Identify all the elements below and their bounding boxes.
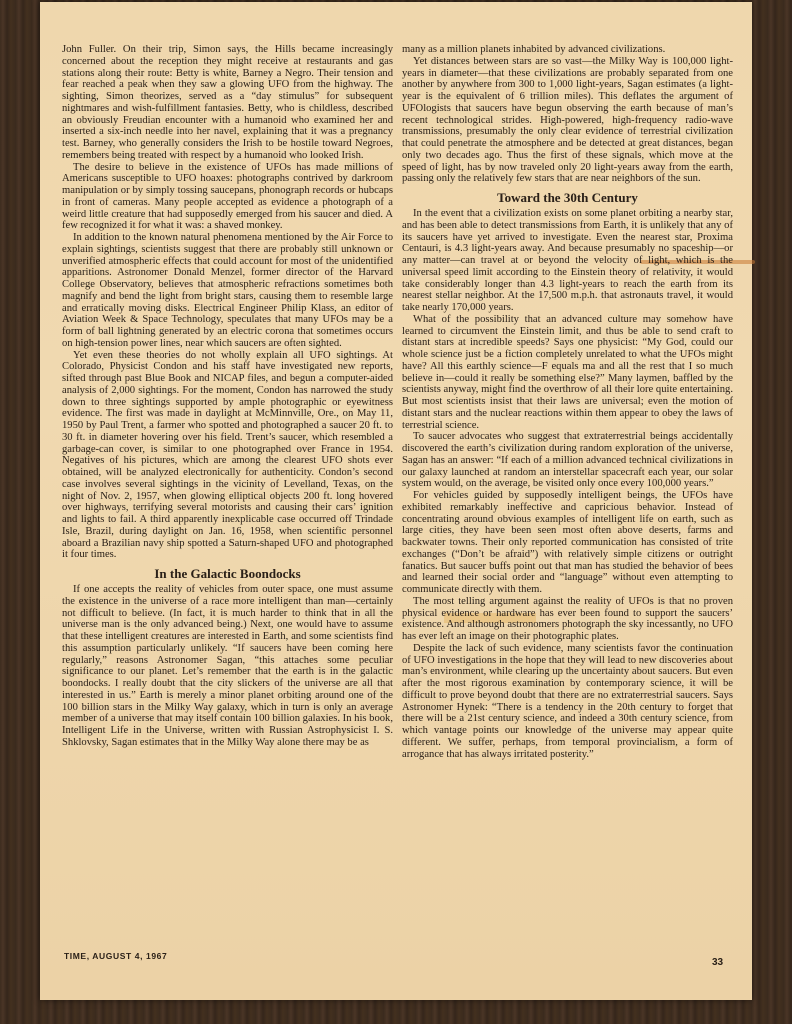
paragraph: In the event that a civilization exists on some planet orbiting a nearby star, and has been able to detect transmissions from Earth, it is unlikely that any of its saucers have yet arrived to investigate. Even the nearest star, Proxima Centauri, is 4.3 light-years away. And because presumably no spaceship—or any matter—can travel at or beyond the velocity of light, which is the universal speed limit according to the Einstein theory of relativity, it would take considerably longer than 4.3 light-years to reach the earth from its nearest stellar neighbor. At the 17,500 m.p.h. that astronauts travel, it would take nearly 170,000 years. (402, 208, 733, 313)
magazine-page (40, 2, 752, 1000)
paragraph: The desire to believe in the existence of UFOs has made millions of Americans susceptible to UFO hoaxes: photographs contrived by darkroom manipulation or by simply tossing saucepans, phonograph records or hubcaps in front of cameras. Many people accepted as evidence a photograph of a weird little creature that had supposedly emerged from his saucer and died. A few recognized it for what it was: a shaved monkey. (62, 161, 393, 232)
publication-footer: TIME, AUGUST 4, 1967 (64, 951, 168, 961)
paragraph: Despite the lack of such evidence, many scientists favor the continuation of UFO investigations in the hope that they will lead to new discoveries about man’s environment, while clearing up the uncertainty about saucers. But even after the most rigorous examination by contemporary science, it will be difficult to prove beyond doubt that there are no extraterrestrial saucers. Says Astronomer Hynek: “There is a tendency in the 20th century to forget that there will be a 21st century science, and indeed a 30th century science, from which vantage points our knowledge of the universe may appear quite different. We suffer, perhaps, from temporal provincialism, a form of arrogance that has always irritated posterity.” (402, 642, 733, 760)
right-column (402, 44, 733, 760)
paragraph: What of the possibility that an advanced culture may somehow have learned to circumvent the Einstein limit, and thus be able to send craft to distant stars at incredible speeds? Says one physicist: “My God, could our whole science just be a fiction completely unrelated to what the UFOs might have? All this earthly science—F equals ma and all the rest that I so much believe in—could it really be something else?” Many laymen, baffled by the scientists anyway, might find the overthrow of all their lore quite entertaining. But most scientists insist that their laws are universal; even the motion of distant stars and the nuclear reactions within them appear to obey the laws of terrestrial science. (402, 313, 733, 431)
paragraph: For vehicles guided by supposedly intelligent beings, the UFOs have exhibited remarkably ineffective and capricious behavior. Instead of concentrating around obvious examples of intelligent life on earth, such as large cities, they have been seen most often above deserts, farms and backwater towns. Their only reported communication has consisted of trite exchanges (“Don’t be afraid”) with relatively simple citizens or outright fanatics. But saucer buffs point out that man has studied the behavior of bees and learned their social order and “language” without even attempting to communicate directly with them. (402, 490, 733, 595)
paragraph: Yet distances between stars are so vast—the Milky Way is 100,000 light-years in diameter—that these civilizations are probably separated from one another by anywhere from 300 to 1,000 light-years, Sagan estimates (a light-year is the equivalent of 6 trillion miles). This deflates the argument of UFOlogists that saucers have begun observing the earth because of man’s recent technological strides. High-powered, high-frequency radio-wave transmissions, presumably the only clear evidence of terrestrial civilization that could penetrate the atmosphere and be detected at great distances, began only two decades ago. Thus the first of these signals, which move at the speed of light, has by now traveled only 20 light-years away from the earth, passing only the relatively few stars that are near neighbors of the sun. (402, 55, 733, 185)
section-heading: In the Galactic Boondocks (154, 566, 301, 581)
left-column (62, 44, 393, 749)
paragraph: John Fuller. On their trip, Simon says, the Hills became increasingly concerned about the reception they might receive at restaurants and gas stations along their route: Betty is white, Barney a Negro. Their tension and fear reached a peak when they saw a glowing UFO from the highway. The sighting, Simon theorizes, served as a “day stimulus” for subsequent nightmares and wish-fulfillment fantasies. Betty, who is childless, described an obviously Freudian encounter with a humanoid who examined her and inserted a six-inch needle into her navel, explaining that it was a pregnancy test. Barney, who generally considers the Irish to be hostile toward Negroes, remembers being treated with respect by a humanoid who looked Irish. (62, 44, 393, 161)
page-number: 33 (712, 957, 724, 968)
paragraph: If one accepts the reality of vehicles from outer space, one must assume the existence in the universe of a race more intelligent than man—certainly not difficult to believe. (In fact, it is much harder to think that in all the universe man is the only advanced being.) Next, one would have to assume that these intelligent creatures are interested in Earth, and some scientists find this assumption particularly unlikely. “If saucers have been coming here regularly,” reasons Astronomer Sagan, “this attaches some peculiar significance to our planet. Let’s remember that the earth is in the galactic boondocks. I really doubt that the city slickers of the universe are all that interested in us.” Earth is merely a minor planet orbiting around one of the 100 billion stars in the Milky Way galaxy, which in turn is only an average member of a universe that may itself contain 100 billion galaxies. In his book, Intelligent Life in the Universe, written with Russian Astrophysicist I. S. Shklovsky, Sagan estimates that in the Milky Way alone there may be as (62, 584, 393, 748)
paragraph: Yet even these theories do not wholly explain all UFO sightings. At Colorado, Physicist Condon and his staff have investigated new reports, sifted through past Blue Book and NICAP files, and begun a computer-aided analysis of 2,000 sightings. For the moment, Condon has narrowed the study down to three sightings supported by ample photographic or eyewitness evidence. The first was made in daylight at McMinnville, Ore., on May 11, 1950 by Paul Trent, a farmer who spotted and photographed a saucer 20 ft. to 30 ft. in diameter hovering over his field. Trent’s saucer, which resembled a garbage-can cover, is similar to one photographed over France in 1954. Negatives of his pictures, which are among the clearest UFO shots ever obtained, will be analyzed electronically for authenticity. Condon’s second case involves several sightings in the vicinity of Levelland, Texas, on the night of Nov. 2, 1957, when glowing elliptical objects 200 ft. long hovered over highways, terrifying several motorists and causing their cars’ ignition and lights to fail. A third apparently inexplicable case occurred off Trindade Isle, Brazil, during daylight on Jan. 16, 1958, when scientific personnel aboard a Brazilian navy ship spotted a Saturn-shaped UFO and photographed it four times. (62, 349, 393, 561)
paragraph: In addition to the known natural phenomena mentioned by the Air Force to explain sightings, scientists suggest that there are probably still unknown or unverified atmospheric effects that could account for most of the unidentified apparitions. Astronomer Donald Menzel, former director of the Harvard College Observatory, believes that atmospheric refractions sometimes both magnify and bend the light from bright stars, causing them to resemble large and erratically moving disks. Electrical Engineer Philip Klass, an editor of Aviation Week & Space Technology, speculates that many UFOs may be a form of ball lightning generated by an electric corona that sometimes occurs on high-tension power lines, near which saucers are often sighted. (62, 232, 393, 349)
paragraph: The most telling argument against the reality of UFOs is that no proven physical evidence or hardware has ever been found to support the saucers’ existence. And although astronomers photograph the sky incessantly, no UFO has ever left an image on their photographic plates. (402, 595, 733, 642)
paragraph: To saucer advocates who suggest that extraterrestrial beings accidentally discovered the earth’s civilization during random exploration of the universe, Sagan has an answer: “If each of a million advanced technical civilizations in our galaxy launched at random an interstellar spacecraft each year, our solar system would, on the average, be visited only once every 100,000 years.” (402, 431, 733, 490)
section-heading: Toward the 30th Century (497, 190, 638, 205)
paragraph: many as a million planets inhabited by advanced civilizations. (402, 44, 666, 55)
